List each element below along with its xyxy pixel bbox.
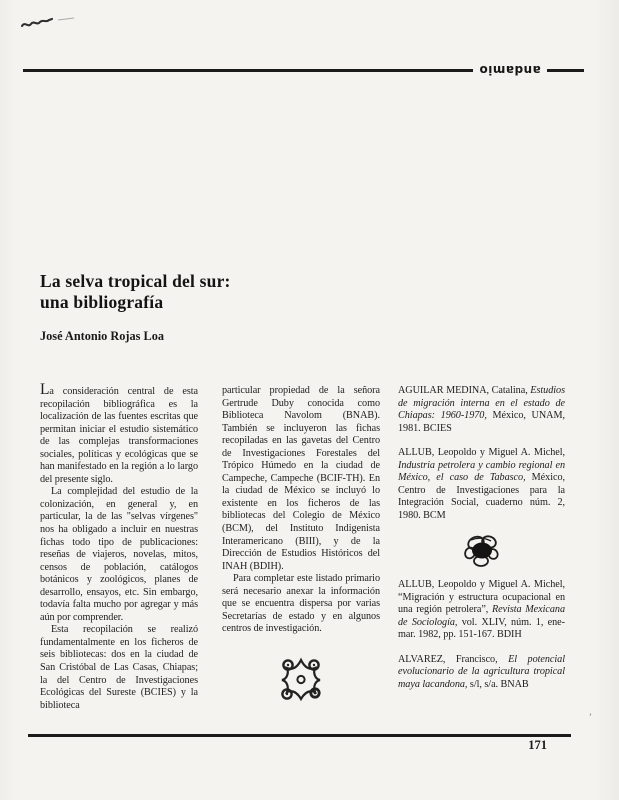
paragraph: La complejidad del estudio de la colonización, en general y, en particular, la de las "selvas vírgenes" nos ha obligado a incluir en nuestras fichas todo tipo de publicaciones: reseñas de viajeros, novelas, mitos, censos de población, catálogos botánicos y zoológicos, planes de desarrollo, ensayos, etc. Sin embargo, todavía falta mucho por agregar y más aún por comprender. (40, 486, 198, 623)
journal-masthead (23, 62, 571, 78)
footer-rule (28, 734, 571, 737)
article-title-line1: La selva tropical del sur: (40, 271, 231, 291)
paragraph: particular propiedad de la señora Gertrude Duby conocida como Biblioteca Navolom (BNAB). También se incluyeron las fichas recopiladas en las gavetas del Centro de Investigaciones Forestales del Trópico Húmedo en la ciudad de Campeche, Campeche (BCIF-TH). En la ciudad de México se incluyó lo existente en los ficheros de las bibliotecas del Colegio de México (BCM), del Instituto Indigenista Interamericano (BIII), y de la Dirección de Estudios Históricos del INAH (BDIH). (222, 385, 380, 572)
paragraph: Esta recopilación se realizó fundamentalmente en los ficheros de seis bibliotecas: dos en la ciudad de San Cristóbal de Las Casas, Chiapas; la del Centro de Investigaciones Ecológicas del Sureste (BCIES) y la biblioteca (40, 624, 198, 711)
masthead-rule-right (547, 69, 584, 72)
bibliography-entry: ALLUB, Leopoldo y Miguel A. Michel, Industria petrolera y cambio regional en México, el caso de Tabasco, México, Centro de Investigaciones para la Integración Social, cuaderno núm. 2, 1980. BCM (398, 447, 565, 521)
bibliography-entry: AGUILAR MEDINA, Catalina, Estudios de migración interna en el estado de Chiapas: 1960-1970, México, UNAM, 1981. BCIES (398, 385, 565, 434)
journal-name: andamio (479, 63, 541, 77)
page-number: 171 (528, 738, 547, 752)
text-column-2 (222, 385, 380, 706)
article-title (40, 271, 340, 313)
paragraph: La consideración central de esta recopilación bibliográfica es la localización de las fuentes escritas que permitan iniciar el estudio sistemático de las complejas transformaciones sociales, políticas y ecológicas que se han manifestado en la región a lo largo del presente siglo. (40, 381, 198, 485)
bibliography-entry: ALLUB, Leopoldo y Miguel A. Michel, “Migración y estructura ocupacional en una región petrolera”, Revista Mexicana de Sociología, vol. XLIV, núm. 1, ene-mar. 1982, pp. 151-167. BDIH (398, 579, 565, 641)
flower-filled-ornament-icon (463, 534, 501, 573)
article-header (40, 271, 340, 313)
masthead-rule-left (23, 69, 473, 72)
bibliography-entry: ALVAREZ, Francisco, El potencial evolucionario de la agricultura tropical maya lacandona, s/l, s/a. BNAB (398, 653, 565, 690)
bibliography-column (398, 385, 565, 703)
text-column-1 (40, 381, 198, 712)
flower-outline-ornament-icon (279, 656, 323, 707)
article-title-line2: una bibliografía (40, 292, 164, 312)
paragraph: Para completar este listado primario será necesario anexar la información que se encuentra dispersa por varias Secretarías de estado y en algunos centros de investigación. (222, 573, 380, 635)
scan-speck: ’ (586, 711, 593, 724)
article-author: José Antonio Rojas Loa (40, 329, 165, 343)
pencil-mark-icon (18, 13, 88, 35)
